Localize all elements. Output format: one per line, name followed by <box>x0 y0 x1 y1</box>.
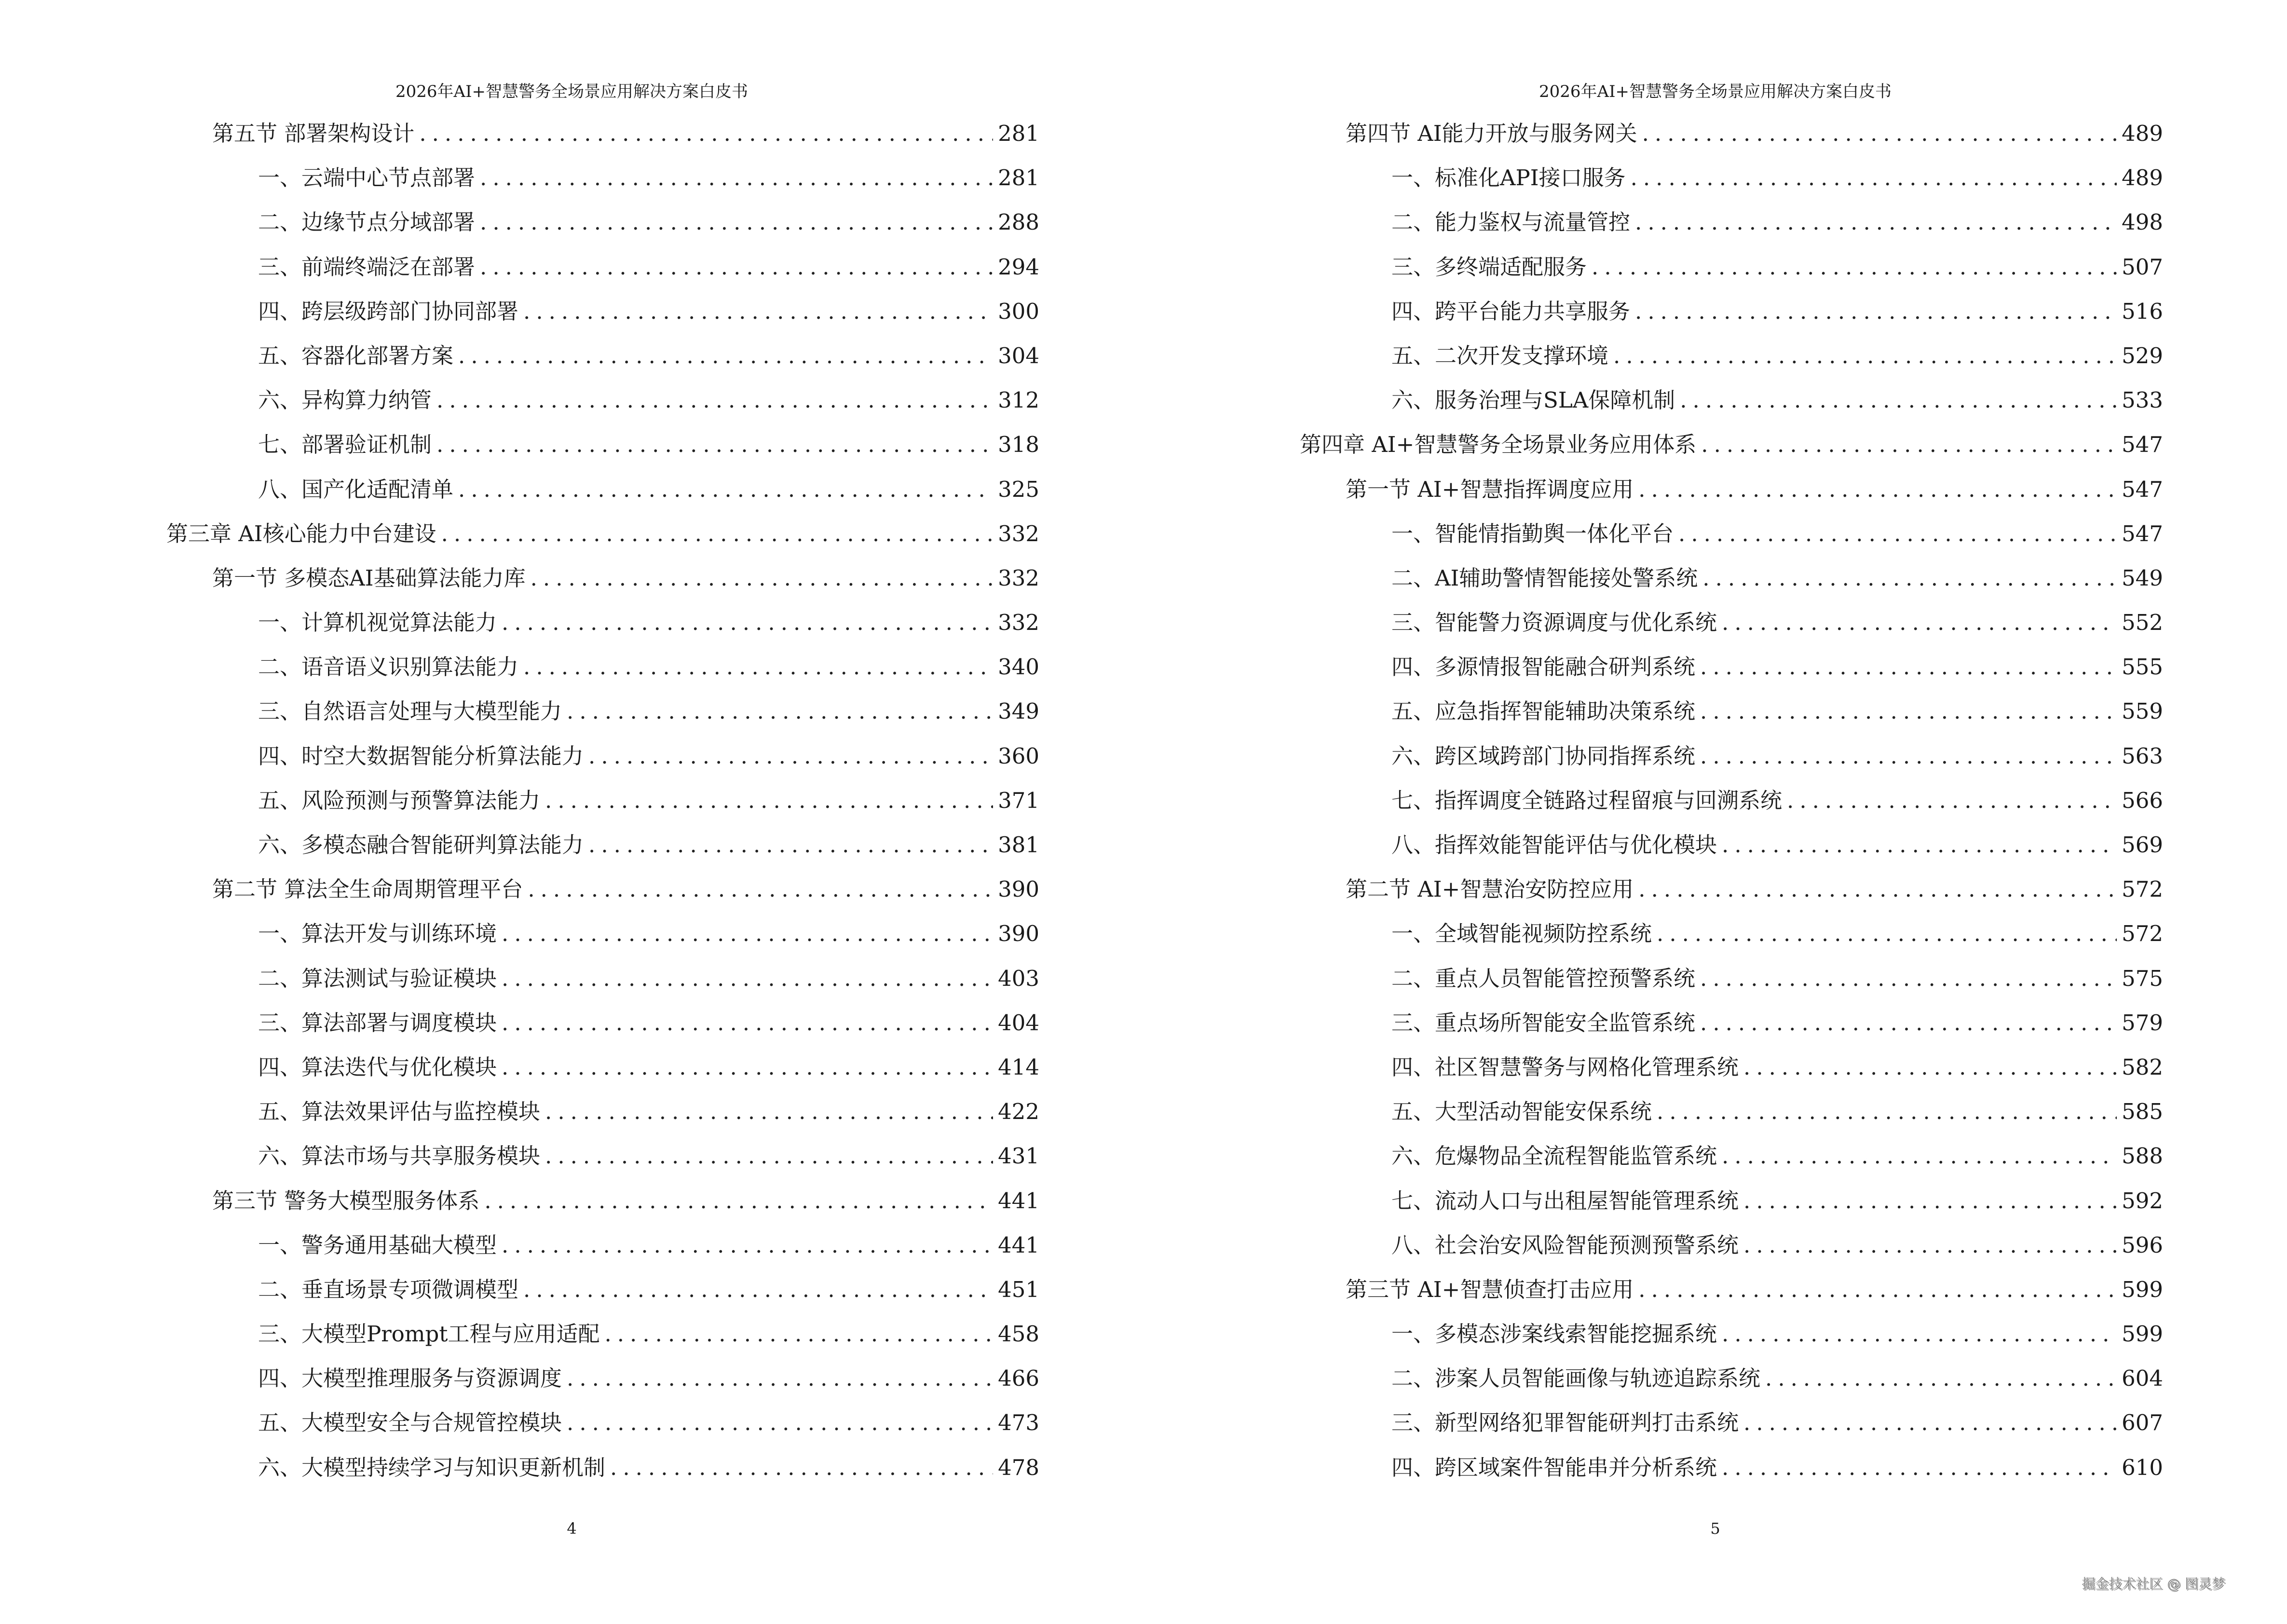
dot-leader <box>480 254 993 280</box>
dot-leader <box>1680 387 2117 413</box>
toc-entry-page: 555 <box>2122 654 2163 680</box>
toc-entry-page: 572 <box>2122 876 2163 902</box>
toc-entry-page: 458 <box>998 1321 1039 1347</box>
toc-entry-page: 294 <box>998 254 1039 280</box>
toc-entry-label: 三、新型网络犯罪智能研判打击系统 <box>1391 1410 1739 1436</box>
toc-entry-item[interactable] <box>166 694 1039 738</box>
toc-entry-item[interactable] <box>166 783 1039 827</box>
toc-entry-item[interactable] <box>1300 560 2163 605</box>
dot-leader <box>502 921 993 946</box>
toc-entry-label: 二、能力鉴权与流量管控 <box>1391 209 1631 235</box>
toc-entry-item[interactable] <box>1300 649 2163 694</box>
dot-leader <box>441 521 994 546</box>
toc-entry-page: 599 <box>2122 1321 2163 1347</box>
toc-entry-label: 二、重点人员智能管控预警系统 <box>1391 965 1696 991</box>
dot-leader <box>1702 565 2117 591</box>
dot-leader <box>567 1365 993 1391</box>
toc-entry-item[interactable] <box>166 1228 1039 1272</box>
toc-entry-item[interactable] <box>1300 338 2163 382</box>
toc-entry-page: 281 <box>998 121 1039 146</box>
toc-entry-page: 325 <box>998 476 1039 502</box>
toc-entry-label: 六、大模型持续学习与知识更新机制 <box>258 1454 606 1480</box>
toc-entry-page: 403 <box>998 965 1039 991</box>
toc-entry-page: 604 <box>2122 1365 2163 1392</box>
toc-entry-label: 二、涉案人员智能画像与轨迹追踪系统 <box>1391 1365 1761 1392</box>
dot-leader <box>502 966 993 991</box>
dot-leader <box>1657 1099 2117 1124</box>
toc-entry-item[interactable] <box>166 738 1039 783</box>
toc-entry-item[interactable] <box>166 160 1039 205</box>
toc-entry-chapter[interactable] <box>1300 427 2163 471</box>
toc-entry-item[interactable] <box>166 1450 1039 1494</box>
toc-entry-item[interactable] <box>166 205 1039 249</box>
toc-entry-label: 第三节 警务大模型服务体系 <box>212 1187 480 1214</box>
toc-list <box>1300 116 2163 1494</box>
dot-leader <box>502 610 993 635</box>
dot-leader <box>1631 165 2117 191</box>
dot-leader <box>436 387 993 413</box>
toc-entry-label: 一、全域智能视频防控系统 <box>1391 921 1652 947</box>
toc-entry-label: 二、边缘节点分域部署 <box>258 209 476 235</box>
toc-entry-item[interactable] <box>1300 294 2163 338</box>
dot-leader <box>1700 698 2117 724</box>
dot-leader <box>523 654 993 680</box>
toc-entry-item[interactable] <box>1300 1050 2163 1094</box>
toc-entry-item[interactable] <box>166 1005 1039 1050</box>
toc-entry-label: 五、容器化部署方案 <box>258 342 454 368</box>
page-number: 5 <box>1710 1519 1720 1538</box>
dot-leader <box>567 698 993 724</box>
toc-entry-item[interactable] <box>1300 249 2163 294</box>
dot-leader <box>1743 1410 2117 1435</box>
dot-leader <box>1638 1277 2117 1302</box>
toc-entry-page: 552 <box>2122 610 2163 636</box>
toc-entry-page: 489 <box>2122 121 2163 146</box>
toc-entry-label: 六、算法市场与共享服务模块 <box>258 1143 541 1169</box>
toc-entry-label: 三、算法部署与调度模块 <box>258 1010 497 1036</box>
toc-entry-item[interactable] <box>166 1316 1039 1361</box>
toc-entry-page: 371 <box>998 787 1039 813</box>
toc-entry-item[interactable] <box>166 1094 1039 1138</box>
dot-leader <box>588 832 993 858</box>
toc-entry-page: 441 <box>998 1232 1039 1258</box>
page-header: 2026年AI+智慧警务全场景应用解决方案白皮书 <box>1539 82 1892 101</box>
toc-entry-page: 610 <box>2122 1454 2163 1480</box>
dot-leader <box>545 1143 993 1169</box>
toc-entry-label: 七、部署验证机制 <box>258 432 432 458</box>
toc-entry-label: 六、异构算力纳管 <box>258 387 432 413</box>
toc-entry-item[interactable] <box>1300 160 2163 205</box>
toc-entry-item[interactable] <box>1300 916 2163 960</box>
dot-leader <box>523 299 993 324</box>
dot-leader <box>1722 1455 2117 1480</box>
toc-entry-item[interactable] <box>166 338 1039 382</box>
toc-entry-label: 一、计算机视觉算法能力 <box>258 610 497 636</box>
dot-leader <box>419 121 993 146</box>
toc-entry-label: 第三节 AI+智慧侦查打击应用 <box>1346 1276 1634 1302</box>
toc-entry-section[interactable] <box>166 116 1039 160</box>
toc-entry-label: 六、危爆物品全流程智能监管系统 <box>1391 1143 1717 1169</box>
toc-entry-label: 二、AI辅助警情智能接处警系统 <box>1391 565 1698 591</box>
toc-entry-label: 一、标准化API接口服务 <box>1391 165 1626 191</box>
toc-entry-item[interactable] <box>166 249 1039 294</box>
toc-entry-page: 582 <box>2122 1054 2163 1080</box>
toc-entry-label: 四、跨区域案件智能串并分析系统 <box>1391 1454 1717 1480</box>
toc-entry-label: 第三章 AI核心能力中台建设 <box>166 520 436 546</box>
toc-entry-label: 五、大模型安全与合规管控模块 <box>258 1410 562 1436</box>
dot-leader <box>1722 610 2117 635</box>
toc-entry-page: 300 <box>998 298 1039 324</box>
toc-entry-page: 441 <box>998 1187 1039 1214</box>
toc-entry-item[interactable] <box>166 916 1039 960</box>
toc-entry-page: 547 <box>2122 520 2163 546</box>
toc-entry-page: 340 <box>998 654 1039 680</box>
toc-entry-page: 575 <box>2122 965 2163 991</box>
page-header: 2026年AI+智慧警务全场景应用解决方案白皮书 <box>395 82 748 101</box>
toc-entry-label: 六、服务治理与SLA保障机制 <box>1391 387 1675 413</box>
toc-entry-section[interactable] <box>166 872 1039 916</box>
dot-leader <box>1787 788 2117 813</box>
toc-entry-page: 547 <box>2122 432 2163 458</box>
toc-entry-page: 360 <box>998 743 1039 769</box>
dot-leader <box>523 1277 993 1302</box>
toc-entry-item[interactable] <box>1300 738 2163 783</box>
toc-entry-page: 498 <box>2122 209 2163 235</box>
toc-entry-item[interactable] <box>1300 1316 2163 1361</box>
toc-entry-label: 四、跨平台能力共享服务 <box>1391 298 1631 324</box>
dot-leader <box>1657 921 2117 946</box>
toc-entry-page: 473 <box>998 1410 1039 1436</box>
toc-entry-page: 585 <box>2122 1099 2163 1125</box>
toc-entry-page: 318 <box>998 432 1039 458</box>
toc-entry-label: 七、指挥调度全链路过程留痕与回溯系统 <box>1391 787 1783 813</box>
toc-entry-label: 二、语音语义识别算法能力 <box>258 654 519 680</box>
toc-entry-label: 三、智能警力资源调度与优化系统 <box>1391 610 1717 636</box>
toc-entry-label: 四、社区智慧警务与网格化管理系统 <box>1391 1054 1739 1080</box>
toc-entry-label: 五、风险预测与预警算法能力 <box>258 787 541 813</box>
toc-entry-page: 559 <box>2122 698 2163 724</box>
toc-entry-label: 三、重点场所智能安全监管系统 <box>1391 1010 1696 1036</box>
dot-leader <box>1722 1321 2117 1347</box>
dot-leader <box>1701 432 2117 457</box>
toc-entry-label: 第二节 算法全生命周期管理平台 <box>212 876 523 902</box>
toc-entry-item[interactable] <box>1300 205 2163 249</box>
toc-entry-page: 390 <box>998 876 1039 902</box>
toc-entry-page: 304 <box>998 342 1039 368</box>
toc-entry-label: 二、垂直场景专项微调模型 <box>258 1276 519 1302</box>
toc-entry-item[interactable] <box>1300 605 2163 649</box>
toc-entry-section[interactable] <box>1300 872 2163 916</box>
toc-entry-label: 第五节 部署架构设计 <box>212 121 415 146</box>
toc-entry-page: 332 <box>998 520 1039 546</box>
toc-entry-label: 一、多模态涉案线索智能挖掘系统 <box>1391 1321 1717 1347</box>
toc-entry-page: 349 <box>998 698 1039 724</box>
toc-entry-label: 一、云端中心节点部署 <box>258 165 476 191</box>
toc-entry-item[interactable] <box>1300 1405 2163 1449</box>
toc-entry-label: 四、算法迭代与优化模块 <box>258 1054 497 1080</box>
toc-entry-item[interactable] <box>1300 783 2163 827</box>
toc-entry-label: 第四节 AI能力开放与服务网关 <box>1346 121 1637 146</box>
toc-entry-label: 八、社会治安风险智能预测预警系统 <box>1391 1232 1739 1258</box>
toc-entry-label: 一、智能情指勤舆一体化平台 <box>1391 520 1674 546</box>
toc-entry-page: 547 <box>2122 476 2163 502</box>
dot-leader <box>1700 1010 2117 1036</box>
dot-leader <box>484 1188 993 1214</box>
dot-leader <box>1743 1054 2117 1080</box>
toc-entry-label: 七、流动人口与出租屋智能管理系统 <box>1391 1187 1739 1214</box>
dot-leader <box>604 1321 993 1347</box>
toc-entry-section[interactable] <box>166 1183 1039 1228</box>
toc-entry-page: 516 <box>2122 298 2163 324</box>
toc-entry-item[interactable] <box>166 472 1039 516</box>
toc-entry-item[interactable] <box>1300 694 2163 738</box>
toc-entry-item[interactable] <box>166 961 1039 1005</box>
dot-leader <box>502 1010 993 1036</box>
page-number: 4 <box>567 1519 577 1538</box>
toc-entry-page: 381 <box>998 832 1039 858</box>
toc-entry-section[interactable] <box>1300 1272 2163 1316</box>
dot-leader <box>567 1410 993 1435</box>
dot-leader <box>480 165 993 191</box>
dot-leader <box>1613 343 2117 368</box>
toc-entry-label: 一、警务通用基础大模型 <box>258 1232 497 1258</box>
toc-entry-page: 507 <box>2122 254 2163 280</box>
toc-entry-page: 431 <box>998 1143 1039 1169</box>
dot-leader <box>1635 299 2117 324</box>
toc-entry-item[interactable] <box>1300 516 2163 560</box>
toc-entry-label: 三、自然语言处理与大模型能力 <box>258 698 562 724</box>
toc-entry-item[interactable] <box>166 1272 1039 1316</box>
dot-leader <box>1743 1232 2117 1258</box>
toc-entry-page: 607 <box>2122 1410 2163 1436</box>
toc-entry-label: 一、算法开发与训练环境 <box>258 921 497 947</box>
toc-entry-item[interactable] <box>1300 1094 2163 1138</box>
dot-leader <box>502 1054 993 1080</box>
dot-leader <box>1743 1188 2117 1214</box>
dot-leader <box>1635 209 2117 235</box>
dot-leader <box>480 209 993 235</box>
toc-entry-label: 八、指挥效能智能评估与优化模块 <box>1391 832 1717 858</box>
toc-entry-chapter[interactable] <box>166 516 1039 560</box>
toc-entry-page: 281 <box>998 165 1039 191</box>
toc-entry-item[interactable] <box>1300 382 2163 427</box>
dot-leader <box>1678 521 2117 546</box>
dot-leader <box>1700 966 2117 991</box>
toc-entry-page: 533 <box>2122 387 2163 413</box>
toc-entry-item[interactable] <box>1300 1450 2163 1494</box>
watermark: 掘金技术社区 @ 图灵梦 <box>2082 1576 2225 1592</box>
toc-entry-page: 566 <box>2122 787 2163 813</box>
toc-entry-label: 五、算法效果评估与监控模块 <box>258 1099 541 1125</box>
toc-entry-item[interactable] <box>166 605 1039 649</box>
toc-entry-page: 579 <box>2122 1010 2163 1036</box>
dot-leader <box>1700 743 2117 769</box>
toc-entry-page: 414 <box>998 1054 1039 1080</box>
toc-entry-label: 六、跨区域跨部门协同指挥系统 <box>1391 743 1696 769</box>
toc-page-right <box>1144 0 2287 1624</box>
toc-entry-page: 466 <box>998 1365 1039 1392</box>
toc-entry-item[interactable] <box>1300 1138 2163 1183</box>
toc-entry-page: 529 <box>2122 342 2163 368</box>
toc-entry-item[interactable] <box>166 649 1039 694</box>
toc-entry-section[interactable] <box>1300 116 2163 160</box>
toc-entry-item[interactable] <box>166 294 1039 338</box>
toc-entry-page: 489 <box>2122 165 2163 191</box>
toc-entry-page: 599 <box>2122 1276 2163 1302</box>
dot-leader <box>458 477 993 502</box>
toc-entry-page: 451 <box>998 1276 1039 1302</box>
toc-entry-page: 332 <box>998 565 1039 591</box>
dot-leader <box>1722 1143 2117 1169</box>
toc-entry-page: 478 <box>998 1454 1039 1480</box>
toc-entry-item[interactable] <box>1300 1005 2163 1050</box>
toc-entry-page: 422 <box>998 1099 1039 1125</box>
dot-leader <box>528 876 993 902</box>
toc-entry-item[interactable] <box>166 827 1039 872</box>
toc-entry-page: 569 <box>2122 832 2163 858</box>
toc-entry-page: 312 <box>998 387 1039 413</box>
toc-entry-item[interactable] <box>1300 1361 2163 1405</box>
toc-entry-label: 五、应急指挥智能辅助决策系统 <box>1391 698 1696 724</box>
toc-entry-page: 332 <box>998 610 1039 636</box>
toc-entry-page: 596 <box>2122 1232 2163 1258</box>
toc-entry-label: 六、多模态融合智能研判算法能力 <box>258 832 584 858</box>
dot-leader <box>531 565 994 591</box>
toc-entry-label: 五、二次开发支撑环境 <box>1391 342 1609 368</box>
toc-entry-item[interactable] <box>166 1138 1039 1183</box>
toc-entry-page: 288 <box>998 209 1039 235</box>
toc-entry-page: 572 <box>2122 921 2163 947</box>
toc-entry-label: 三、多终端适配服务 <box>1391 254 1587 280</box>
dot-leader <box>458 343 993 368</box>
toc-entry-label: 第四章 AI+智慧警务全场景业务应用体系 <box>1300 432 1697 458</box>
dot-leader <box>1722 832 2117 858</box>
dot-leader <box>610 1455 993 1480</box>
dot-leader <box>436 432 993 457</box>
toc-entry-page: 588 <box>2122 1143 2163 1169</box>
toc-entry-section[interactable] <box>1300 472 2163 516</box>
dot-leader <box>1642 121 2117 146</box>
toc-entry-label: 八、国产化适配清单 <box>258 476 454 502</box>
toc-entry-label: 四、大模型推理服务与资源调度 <box>258 1365 562 1392</box>
toc-entry-label: 五、大型活动智能安保系统 <box>1391 1099 1652 1125</box>
dot-leader <box>1638 477 2117 502</box>
dot-leader <box>1765 1365 2117 1391</box>
dot-leader <box>588 743 993 769</box>
toc-entry-item[interactable] <box>166 427 1039 471</box>
toc-entry-item[interactable] <box>166 1050 1039 1094</box>
toc-entry-label: 二、算法测试与验证模块 <box>258 965 497 991</box>
toc-entry-page: 563 <box>2122 743 2163 769</box>
toc-entry-item[interactable] <box>1300 827 2163 872</box>
toc-entry-page: 404 <box>998 1010 1039 1036</box>
dot-leader <box>502 1232 993 1258</box>
toc-entry-page: 549 <box>2122 565 2163 591</box>
toc-entry-label: 四、时空大数据智能分析算法能力 <box>258 743 584 769</box>
toc-entry-label: 四、跨层级跨部门协同部署 <box>258 298 519 324</box>
toc-entry-label: 第一节 多模态AI基础算法能力库 <box>212 565 526 591</box>
toc-list <box>166 116 1039 1494</box>
dot-leader <box>1700 654 2117 680</box>
toc-entry-label: 四、多源情报智能融合研判系统 <box>1391 654 1696 680</box>
toc-entry-item[interactable] <box>166 1405 1039 1449</box>
dot-leader <box>545 788 993 813</box>
toc-entry-label: 三、前端终端泛在部署 <box>258 254 476 280</box>
toc-entry-label: 第二节 AI+智慧治安防控应用 <box>1346 876 1634 902</box>
toc-entry-section[interactable] <box>166 560 1039 605</box>
toc-entry-item[interactable] <box>1300 1228 2163 1272</box>
toc-entry-item[interactable] <box>1300 961 2163 1005</box>
toc-entry-item[interactable] <box>166 1361 1039 1405</box>
dot-leader <box>1592 254 2117 280</box>
toc-entry-page: 390 <box>998 921 1039 947</box>
toc-entry-item[interactable] <box>166 382 1039 427</box>
toc-entry-item[interactable] <box>1300 1183 2163 1228</box>
dot-leader <box>1638 876 2117 902</box>
toc-entry-label: 三、大模型Prompt工程与应用适配 <box>258 1321 600 1347</box>
dot-leader <box>545 1099 993 1124</box>
toc-entry-label: 第一节 AI+智慧指挥调度应用 <box>1346 476 1634 502</box>
toc-entry-page: 592 <box>2122 1187 2163 1214</box>
